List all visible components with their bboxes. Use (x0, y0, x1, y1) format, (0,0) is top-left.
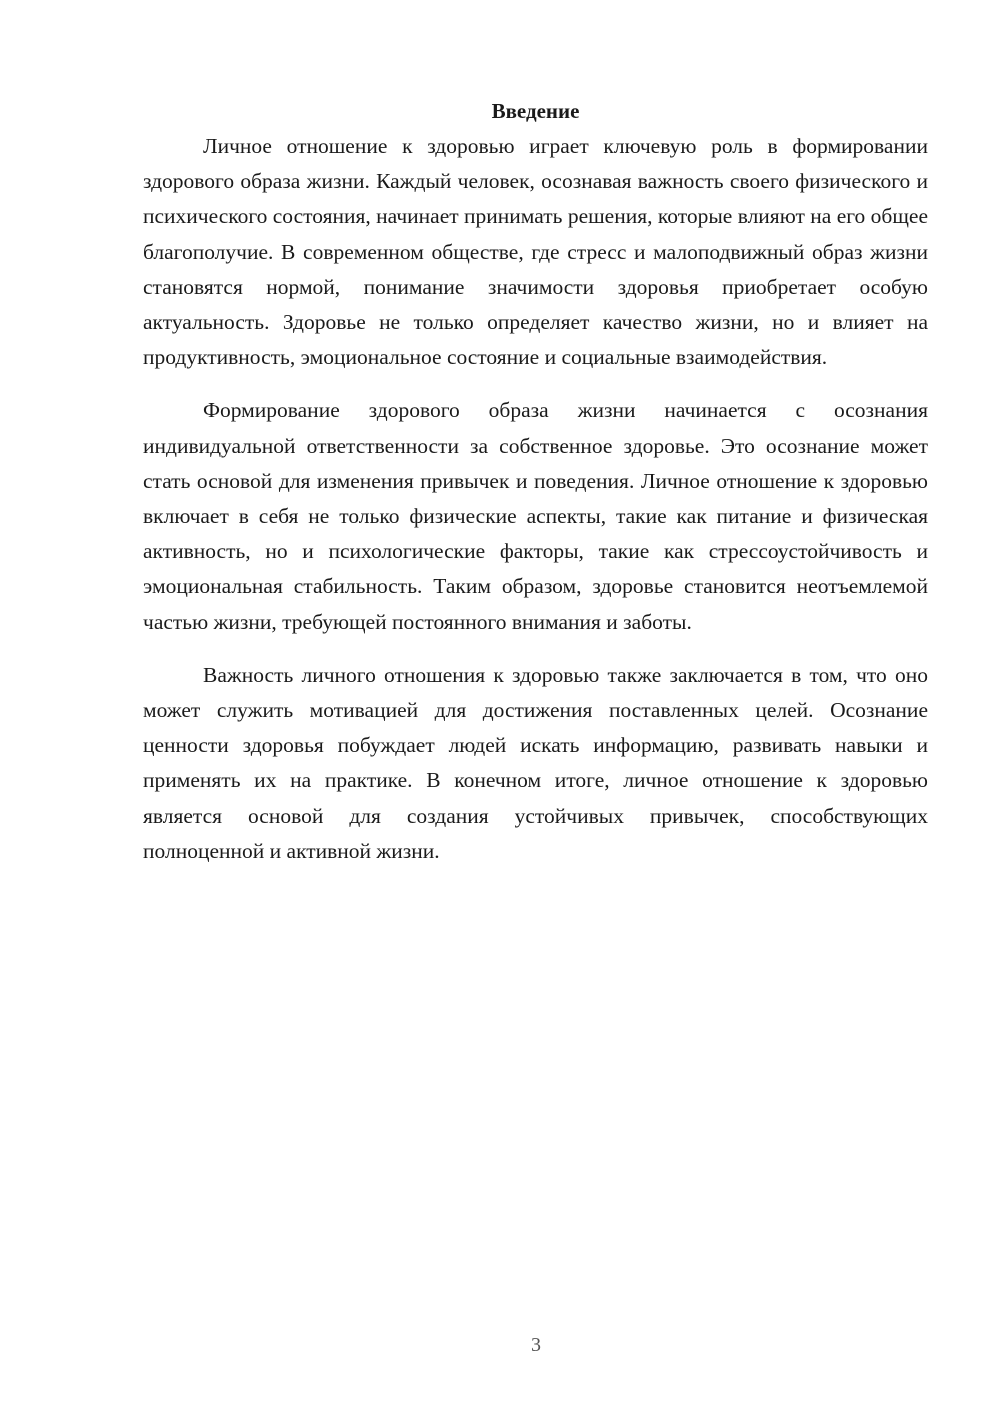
section-title: Введение (491, 99, 580, 123)
paragraph-3: Важность личного отношения к здоровью также заключается в том, что оно может служить мотивацией для достижения поставленных целей. Осознание ценности здоровья побуждает людей искать информацию, развивать навыки и применять их на практике. В конечном итоге, личное отношение к здоровью является основой для создания устойчивых привычек, способствующих полноценной и активной жизни. (143, 662, 928, 863)
page-content (143, 94, 928, 887)
page-number: 3 (531, 1334, 541, 1356)
paragraph-1: Личное отношение к здоровью играет ключевую роль в формировании здорового образа жизни. Каждый человек, осознавая важность своего физического и психического состояния, начинает принимать решения, которые влияют на его общее благополучие. В современном обществе, где стресс и малоподвижный образ жизни становятся нормой, понимание значимости здоровья приобретает особую актуальность. Здоровье не только определяет качество жизни, но и влияет на продуктивность, эмоциональное состояние и социальные взаимодействия. (143, 134, 928, 370)
paragraph-2: Формирование здорового образа жизни начинается с осознания индивидуальной ответственности за собственное здоровье. Это осознание может стать основой для изменения привычек и поведения. Личное отношение к здоровью включает в себя не только физические аспекты, такие как питание и физическая активность, но и психологические факторы, такие как стрессоустойчивость и эмоциональная стабильность. Таким образом, здоровье становится неотъемлемой частью жизни, требующей постоянного внимания и заботы. (143, 398, 928, 634)
